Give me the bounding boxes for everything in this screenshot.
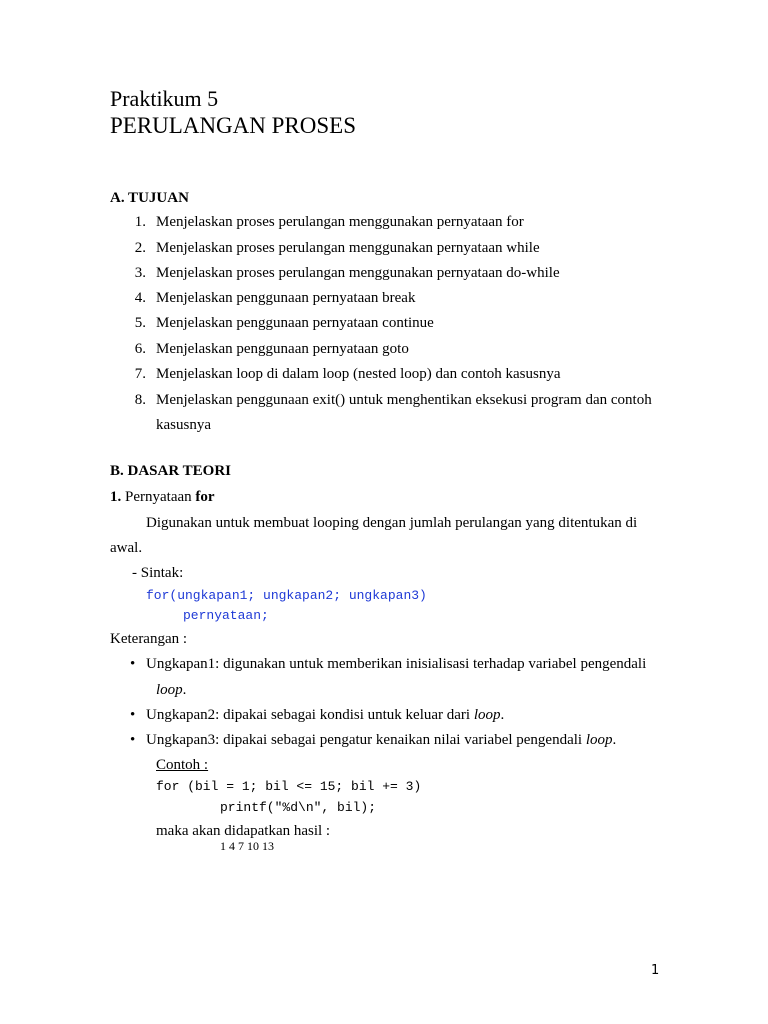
bullet-icon: • bbox=[130, 707, 136, 723]
objective-text: Menjelaskan penggunaan pernyataan goto bbox=[156, 341, 409, 357]
bullet-text-continued bbox=[156, 680, 186, 700]
section-b-heading: B. DASAR TEORI bbox=[110, 463, 232, 479]
page-title: PERULANGAN PROSES bbox=[110, 113, 357, 138]
bullet-body: Ungkapan2: dipakai sebagai kondisi untuk keluar dari bbox=[146, 707, 471, 723]
bullet-icon: • bbox=[130, 732, 136, 748]
italic-term: loop bbox=[156, 682, 183, 698]
punctuation: . bbox=[182, 682, 187, 698]
syntax-code-line: pernyataan; bbox=[183, 608, 269, 623]
syntax-label: - Sintak: bbox=[132, 565, 184, 581]
example-code-line: printf("%d\n", bil); bbox=[220, 800, 377, 815]
objective-text-continued: kasusnya bbox=[156, 417, 211, 433]
objective-number: 2. bbox=[134, 240, 146, 256]
bullet-text bbox=[146, 730, 616, 750]
result-value: 1 4 7 10 13 bbox=[220, 839, 274, 853]
objective-text: Menjelaskan proses perulangan menggunakan pernyataan for bbox=[156, 214, 524, 230]
bullet-text bbox=[146, 705, 504, 725]
syntax-code-line: for(ungkapan1; ungkapan2; ungkapan3) bbox=[146, 588, 427, 603]
objective-number: 6. bbox=[134, 341, 146, 357]
bullet-text: Ungkapan1: digunakan untuk memberikan inisialisasi terhadap variabel pengendali bbox=[146, 656, 647, 672]
bullet-icon: • bbox=[130, 656, 136, 672]
objective-text: Menjelaskan proses perulangan menggunakan pernyataan while bbox=[156, 240, 540, 256]
subsection-number: 1. bbox=[110, 489, 122, 505]
punctuation: . bbox=[612, 732, 617, 748]
objective-text: Menjelaskan loop di dalam loop (nested loop) dan contoh kasusnya bbox=[156, 366, 561, 382]
practicum-label: Praktikum 5 bbox=[110, 86, 219, 111]
subsection-label: Pernyataan bbox=[125, 489, 192, 505]
result-label: maka akan didapatkan hasil : bbox=[156, 823, 331, 839]
objective-text: Menjelaskan penggunaan exit() untuk menghentikan eksekusi program dan contoh bbox=[156, 392, 652, 408]
subsection-heading bbox=[110, 487, 215, 507]
description-line: Digunakan untuk membuat looping dengan jumlah perulangan yang ditentukan di bbox=[146, 515, 638, 531]
example-code-line: for (bil = 1; bil <= 15; bil += 3) bbox=[156, 779, 422, 794]
keterangan-label: Keterangan : bbox=[110, 631, 188, 647]
objective-number: 4. bbox=[134, 290, 146, 306]
page-number: 1 bbox=[651, 963, 660, 978]
bullet-body: Ungkapan3: dipakai sebagai pengatur kenaikan nilai variabel pengendali bbox=[146, 732, 583, 748]
example-label bbox=[156, 755, 208, 775]
section-a-heading: A. TUJUAN bbox=[110, 190, 189, 206]
punctuation: . bbox=[500, 707, 505, 723]
italic-term: loop bbox=[585, 732, 613, 748]
objective-number: 3. bbox=[134, 265, 146, 281]
example-label-text: Contoh : bbox=[156, 757, 209, 773]
objective-number: 8. bbox=[134, 392, 146, 408]
objective-number: 5. bbox=[134, 315, 146, 331]
objective-text: Menjelaskan penggunaan pernyataan continue bbox=[156, 315, 434, 331]
italic-term: loop bbox=[473, 707, 501, 723]
subsection-keyword: for bbox=[195, 489, 215, 505]
objective-text: Menjelaskan proses perulangan menggunakan pernyataan do-while bbox=[156, 265, 560, 281]
objective-text: Menjelaskan penggunaan pernyataan break bbox=[156, 290, 416, 306]
description-line: awal. bbox=[110, 540, 143, 556]
objective-number: 7. bbox=[134, 366, 146, 382]
objective-number: 1. bbox=[134, 214, 146, 230]
